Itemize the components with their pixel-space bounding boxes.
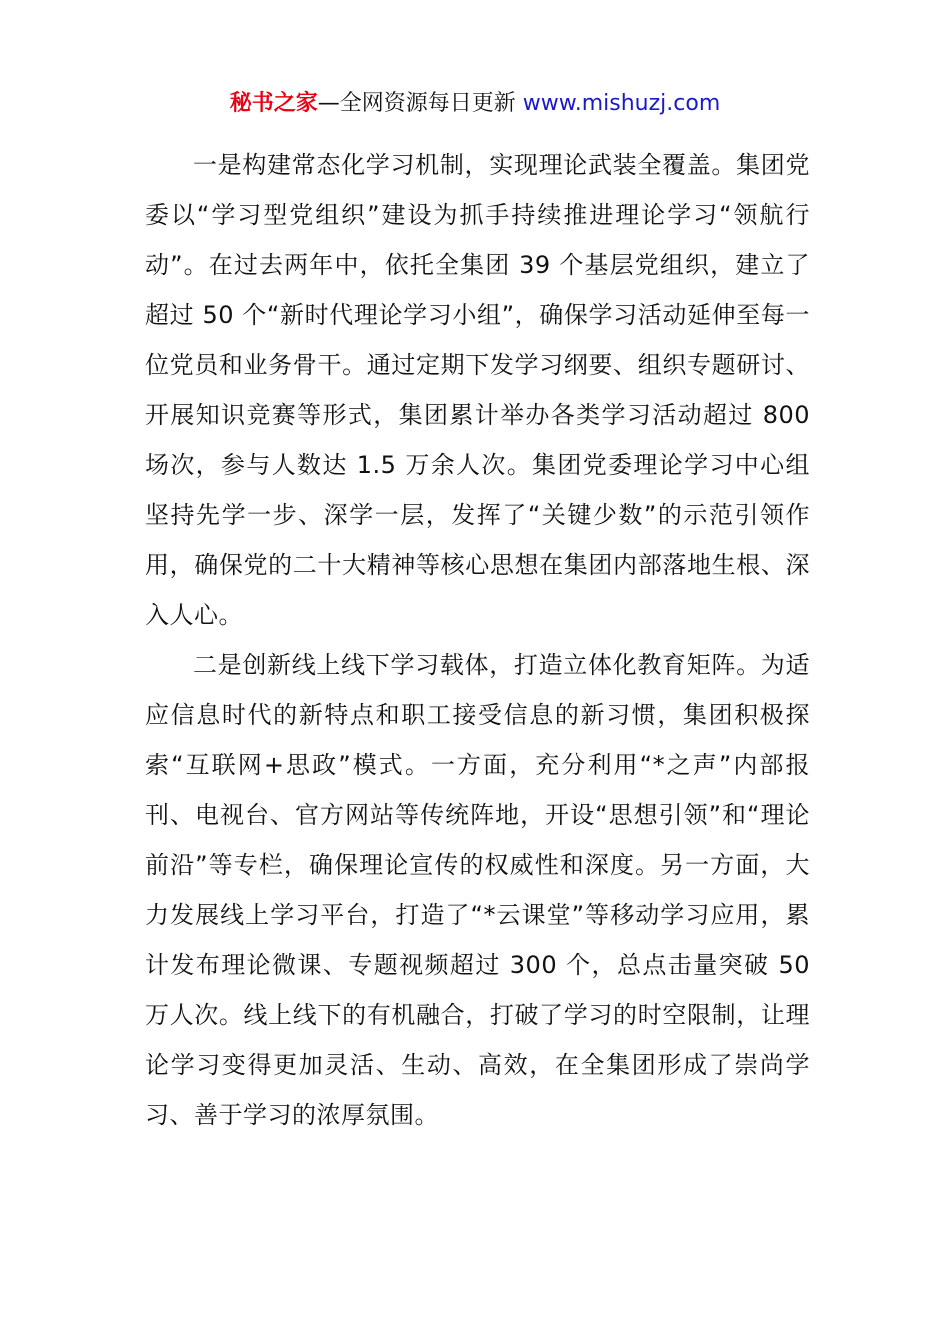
paragraph-2: 二是创新线上线下学习载体，打造立体化教育矩阵。为适应信息时代的新特点和职工接受信息的新习惯，集团积极探索“互联网+思政”模式。一方面，充分利用“*之声”内部报刊、电视台、官方网站等传统阵地，开设“思想引领”和“理论前沿”等专栏，确保理论宣传的权威性和深度。另一方面，大力发展线上学习平台，打造了“*云课堂”等移动学习应用，累计发布理论微课、专题视频超过 300 个，总点击量突破 50 万人次。线上线下的有机融合，打破了学习的时空限制，让理论学习变得更加灵活、生动、高效，在全集团形成了崇尚学习、善于学习的浓厚氛围。 [145,651,810,1129]
paragraph-1: 一是构建常态化学习机制，实现理论武装全覆盖。集团党委以“学习型党组织”建设为抓手持续推进理论学习“领航行动”。在过去两年中，依托全集团 39 个基层党组织，建立了超过 50 个“新时代理论学习小组”，确保学习活动延伸至每一位党员和业务骨干。通过定期下发学习纲要、组织专题研讨、开展知识竞赛等形式，集团累计举办各类学习活动超过 800 场次，参与人数达 1.5 万余人次。集团党委理论学习中心组坚持先学一步、深学一层，发挥了“关键少数”的示范引领作用，确保党的二十大精神等核心思想在集团内部落地生根、深入人心。 [145,151,810,629]
site-url-link[interactable]: www.mishuzj.com [522,91,721,116]
document-body [145,140,810,1140]
brand-name: 秘书之家 [229,91,318,116]
header-tagline: —全网资源每日更新 [317,91,523,116]
page-header [0,88,950,120]
